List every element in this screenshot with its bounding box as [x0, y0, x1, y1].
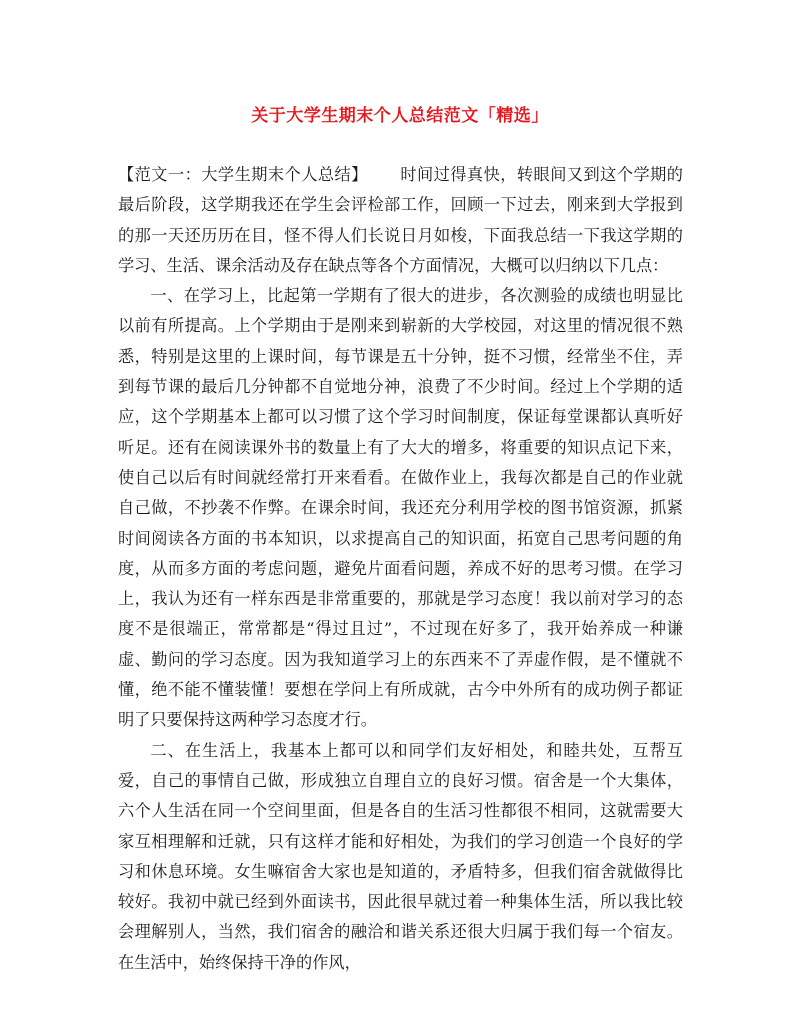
- paragraph-study: 一、在学习上，比起第一学期有了很大的进步，各次测验的成绩也明显比以前有所提高。上个学期由于是刚来到崭新的大学校园，对这里的情况很不熟悉，特别是这里的上课时间，每节课是五十分钟，挺不习惯，经常坐不住，弄到每节课的最后几分钟都不自觉地分神，浪费了不少时间。经过上个学期的适应，这个学期基本上都可以习惯了这个学习时间制度，保证每堂课都认真听好听足。还有在阅读课外书的数量上有了大大的增多，将重要的知识点记下来，使自己以后有时间就经常打开来看看。在做作业上，我每次都是自己的作业就自己做，不抄袭不作弊。在课余时间，我还充分利用学校的图书馆资源，抓紧时间阅读各方面的书本知识，以求提高自己的知识面，拓宽自己思考问题的角度，从而多方面的考虑问题，避免片面看问题，养成不好的思考习惯。在学习上，我认为还有一样东西是非常重要的，那就是学习态度！我以前对学习的态度不是很端正，常常都是“得过且过”，不过现在好多了，我开始养成一种谦虚、勤问的学习态度。因为我知道学习上的东西来不了弄虚作假，是不懂就不懂，绝不能不懂装懂！要想在学问上有所成就，古今中外所有的成功例子都证明了只要保持这两种学习态度才行。: [118, 286, 683, 730]
- paragraph-life: 二、在生活上，我基本上都可以和同学们友好相处，和睦共处，互帮互爱，自己的事情自己做，形成独立自理自立的良好习惯。宿舍是一个大集体，六个人生活在同一个空间里面，但是各自的生活习性都很不相同，这就需要大家互相理解和迁就，只有这样才能和好相处，为我们的学习创造一个良好的学习和休息环境。女生嘛宿舍大家也是知道的，矛盾特多，但我们宿舍就做得比较好。我初中就已经到外面读书，因此很早就过着一种集体生活，所以我比较会理解别人，当然，我们宿舍的融洽和谐关系还很大归属于我们每一个宿友。在生活中，始终保持干净的作风，: [118, 740, 683, 972]
- intro-text: 时间过得真快，转眼间又到这个学期的最后阶段，这学期我还在学生会评检部工作，回顾一下过去，刚来到大学报到的那一天还历历在目，怪不得人们长说日月如梭，下面我总结一下我这学期的学习、生活、课余活动及存在缺点等各个方面情况，大概可以归纳以下几点：: [118, 165, 683, 275]
- intro-label: 【范文一：大学生期末个人总结】: [118, 165, 368, 184]
- document-title: 关于大学生期末个人总结范文「精选」: [251, 106, 549, 126]
- document-body: [118, 160, 683, 978]
- intro-paragraph: [118, 160, 683, 281]
